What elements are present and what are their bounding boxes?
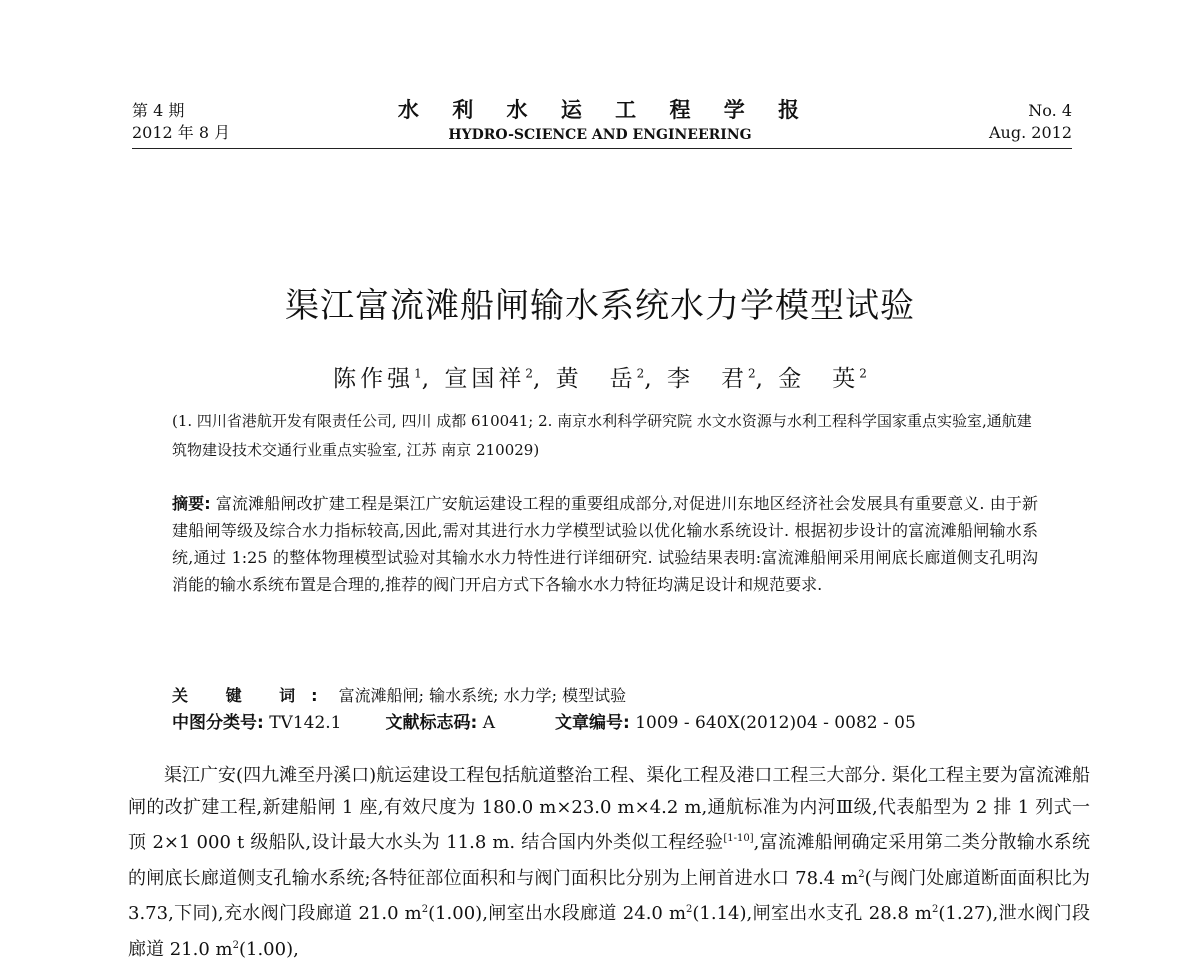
author: 黄 岳 [555,366,637,392]
doc-code-value: A [482,713,496,733]
author-affiliation-mark: 2 [859,366,867,381]
abstract-label: 摘要: [172,494,211,513]
author-affiliation-mark: 2 [636,366,645,381]
author: 金 英 [778,366,860,392]
author-affiliation-mark: 2 [525,366,534,381]
paper-title: 渠江富流滩船闸输水系统水力学模型试验 [285,286,915,326]
affiliations: (1. 四川省港航开发有限责任公司, 四川 成都 610041; 2. 南京水利科学研究院 水文水资源与水利工程科学国家重点实验室,通航建筑物建设技术交通行业重点实验室, 江苏 南京 210029) [172,412,1032,459]
author: 陈作强 [333,366,415,392]
author: 宣国祥 [444,366,526,392]
abstract-text: 富流滩船闸改扩建工程是渠江广安航运建设工程的重要组成部分,对促进川东地区经济社会发展具有重要意义. 由于新建船闸等级及综合水力指标较高,因此,需对其进行水力学模型试验以优化输水系统设计. 根据初步设计的富流滩船闸输水系统,通过 1:25 的整体物理模型试验对其输水水力特性进行详细研究. 试验结果表明:富流滩船闸采用闸底长廊道侧支孔明沟消能的输水系统布置是合理的,推荐的阀门开启方式下各输水水力特征均满足设计和规范要求. [172,494,1038,594]
keywords [172,682,626,709]
journal-name-cn: 水 利 水 运 工 程 学 报 [397,97,813,122]
citation-ref: [1-10] [723,833,754,844]
author-list: 陈作强$^1$, 宣国祥$^2$, 黄 岳$^2$, 李 君$^2$, 金 英$^2$ [333,366,867,392]
body-text [128,760,1090,965]
author-affiliation-mark: 2 [747,366,756,381]
clc-value: TV142.1 [269,713,342,733]
issue-number-en: No. 4 [1028,101,1072,120]
keywords-label: 关 键 词: [172,686,334,705]
doc-code-label: 文献标志码: [385,713,478,733]
clc-label: 中图分类号: [172,713,264,733]
issue-date-en: Aug. 2012 [989,123,1072,142]
header-rule [132,148,1072,149]
abstract [172,490,1038,598]
issue-date: 2012 年 8 月 [132,123,231,142]
journal-name-en: HYDRO-SCIENCE AND ENGINEERING [448,127,752,143]
article-id-label: 文章编号: [555,713,630,733]
keywords-text: 富流滩船闸; 输水系统; 水力学; 模型试验 [338,686,627,705]
article-id-value: 1009 - 640X(2012)04 - 0082 - 05 [635,713,916,733]
author-affiliation-mark: 1 [414,366,422,381]
issue-number: 第 4 期 [132,101,185,120]
author: 李 君 [666,366,748,392]
classification-line [172,710,916,737]
running-header-right [989,100,1072,144]
body-paragraph: 渠江广安(四九滩至丹溪口)航运建设工程包括航道整治工程、渠化工程及港口工程三大部分. 渠化工程主要为富流滩船闸的改扩建工程,新建船闸 1 座,有效尺度为 180.0 m×23.0 m×4.2 m,通航标准为内河Ⅲ级,代表船型为 2 排 1 列式一顶 2×1 000 t 级船队,设计最大水头为 11.8 m. 结合国内外类似工程经验[1-10],富流滩船闸确定采用第二类分散输水系统的闸底长廊道侧支孔输水系统;各特征部位面积和与阀门面积比分别为上闸首进水口 78.4 $m^2$(与阀门处廊道断面面积比为 3.73,下同),充水阀门段廊道 21.0 $m^2(1.00)$,闸室出水段廊道 24.0 $m^2(1.14)$,闸室出水支孔 28.8 $m^2(1.27)$,泄水阀门段廊道 21.0 $m^2(1.00)$, [128,765,1090,960]
